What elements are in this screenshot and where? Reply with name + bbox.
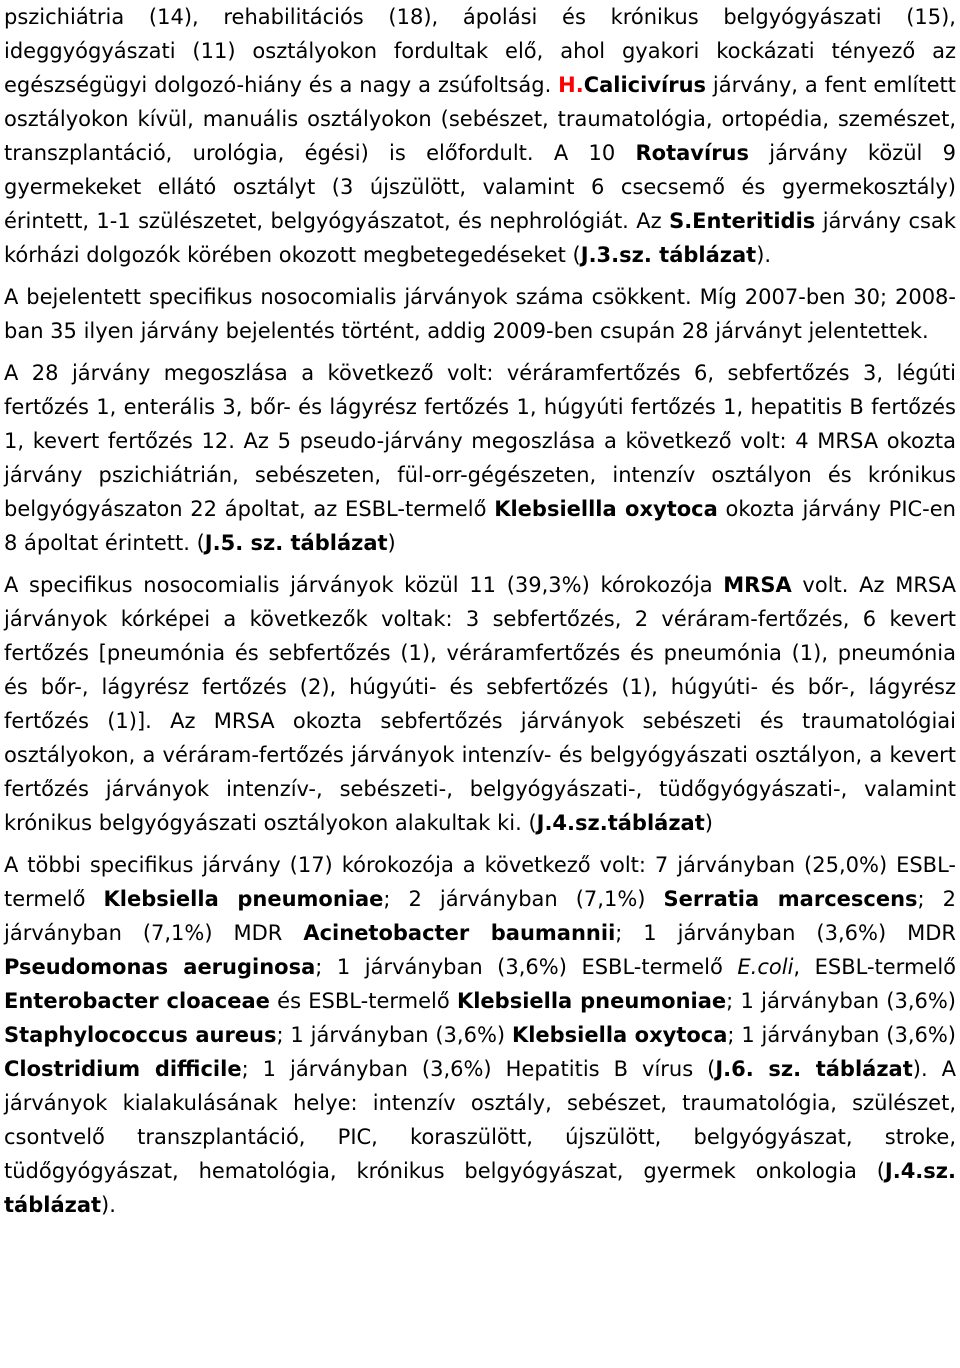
emphasis-text: Klebsiellla oxytoca: [494, 497, 718, 521]
emphasis-text: J.5. sz. táblázat: [204, 531, 388, 555]
paragraph-text: ). A járványok kialakulásának helye: intenzív osztály, sebészet, traumatológia, szülészet, csontvelő transzplantáció, PIC, koraszülött, újszülött, belgyógyászat, stroke, tüdőgyógyászat, hematológia, krónikus belgyógyászat, gyermek onkologia (: [4, 1057, 956, 1183]
paragraph-text: ; 1 járványban (3,6%) MDR: [615, 921, 956, 945]
paragraph-text: E.coli: [737, 955, 794, 979]
paragraph-text: ; 1 járványban (3,6%): [727, 1023, 956, 1047]
emphasis-text: Calicivírus: [583, 73, 707, 97]
emphasis-text: Clostridium difficile: [4, 1057, 242, 1081]
emphasis-text: J.4.sz. táblázat: [4, 1159, 956, 1217]
paragraph-text: A specifikus nosocomialis járványok közül 11 (39,3%) kórokozója: [4, 573, 724, 597]
emphasis-text: Pseudomonas aeruginosa: [4, 955, 316, 979]
emphasis-text: Klebsiella oxytoca: [511, 1023, 728, 1047]
paragraph-text: , ESBL-termelő: [793, 955, 957, 979]
paragraph-text: ; 1 járványban (3,6%) ESBL-termelő: [315, 955, 738, 979]
paragraph-text: volt. Az MRSA járványok kórképei a következők voltak: 3 sebfertőzés, 2 véráram-fertőzés, 6 kevert fertőzés [pneumónia és sebfertőzés (1), véráramfertőzés és pneumónia (1), pneumónia és bőr-, lágyrész fertőzés (2), húgyúti- és sebfertőzés (1), húgyúti- és bőr-, lágyrész fertőzés (1)]. Az MRSA okozta sebfertőzés járványok sebészeti és traumatológiai osztályokon, a véráram-fertőzés járványok intenzív- és belgyógyászati osztályon, a kevert fertőzés járványok intenzív-, sebészeti-, belgyógyászati-, tüdőgyógyászati-, valamint krónikus belgyógyászati osztályokon alakultak ki. (: [4, 573, 956, 835]
emphasis-text: J.4.sz.táblázat: [536, 811, 705, 835]
paragraph-text: A 28 járvány megoszlása a következő volt: véráramfertőzés 6, sebfertőzés 3, légúti fertőzés 1, enterális 3, bőr- és lágyrész fertőzés 1, húgyúti fertőzés 1, hepatitis B fertőzés 1, kevert fertőzés 12. Az 5 pseudo-járvány megoszlása a következő volt: 4 MRSA okozta járvány pszichiátrián, sebészeten, fül-orr-gégészeten, intenzív osztályon és krónikus belgyógyászaton 22 ápoltat, az ESBL-termelő: [4, 361, 956, 521]
paragraph-text: ).: [756, 243, 772, 267]
paragraph-text: ; 1 járványban (3,6%): [726, 989, 956, 1013]
emphasis-text: MRSA: [723, 573, 792, 597]
emphasis-text: J.3.sz. táblázat: [580, 243, 757, 267]
emphasis-text: Serratia marcescens: [663, 887, 918, 911]
paragraph-text: okozta járvány PIC-en 8 ápoltat érintett. (: [4, 497, 956, 555]
paragraph-text: ).: [101, 1193, 116, 1217]
paragraph-text: járvány közül 9 gyermekeket ellátó osztályt (3 újszülött, valamint 6 csecsemő és gyermekosztály) érintett, 1-1 szülészetet, belgyógyászatot, és nephrológiát. Az: [4, 141, 956, 233]
paragraph-other-pathogens: [4, 848, 956, 1222]
emphasis-text: Staphylococcus aureus: [4, 1023, 277, 1047]
emphasis-text: Enterobacter cloaceae: [4, 989, 270, 1013]
emphasis-text: J.6. sz. táblázat: [715, 1057, 913, 1081]
emphasis-text: Klebsiella pneumoniae: [456, 989, 727, 1013]
paragraph-text: ): [704, 811, 713, 835]
emphasis-text: H.: [558, 73, 584, 97]
paragraph-text: ; 1 járványban (3,6%) Hepatitis B vírus (: [241, 1057, 716, 1081]
paragraph-text: ; 2 járványban (7,1%) MDR: [4, 887, 956, 945]
paragraph-outbreak-distribution: [4, 356, 956, 560]
paragraph-text: járvány csak kórházi dolgozók körében okozott megbetegedéseket (: [4, 209, 956, 267]
paragraph-text: A bejelentett specifikus nosocomialis járványok száma csökkent. Míg 2007-ben 30; 2008-ban 35 ilyen járvány bejelentés történt, addig 2009-ben csupán 28 járványt jelentettek.: [4, 285, 956, 343]
emphasis-text: Klebsiella pneumoniae: [103, 887, 384, 911]
paragraph-text: A többi specifikus járvány (17) kórokozója a következő volt: 7 járványban (25,0%) ESBL-termelő: [4, 853, 956, 911]
paragraph-text: járvány, a fent említett osztályokon kívül, manuális osztályokon (sebészet, traumatológia, ortopédia, szemészet, transzplantáció, urológia, égési) is előfordult. A 10: [4, 73, 957, 165]
paragraph-outbreak-count: [4, 280, 956, 348]
paragraph-text: ; 2 járványban (7,1%): [383, 887, 664, 911]
emphasis-text: S.Enteritidis: [669, 209, 816, 233]
paragraph-mrsa-outbreaks: [4, 568, 956, 840]
emphasis-text: Rotavírus: [635, 141, 750, 165]
paragraph-text: és ESBL-termelő: [269, 989, 457, 1013]
paragraph-outbreak-wards: [4, 0, 956, 272]
paragraph-text: ; 1 járványban (3,6%): [276, 1023, 512, 1047]
emphasis-text: Acinetobacter baumannii: [303, 921, 616, 945]
paragraph-text: ): [387, 531, 396, 555]
paragraph-text: pszichiátria (14), rehabilitációs (18), ápolási és krónikus belgyógyászati (15), ideggyógyászati (11) osztályokon fordultak elő, ahol gyakori kockázati tényező az egészségügyi dolgozó-hiány és a nagy a zsúfoltság.: [4, 5, 956, 97]
